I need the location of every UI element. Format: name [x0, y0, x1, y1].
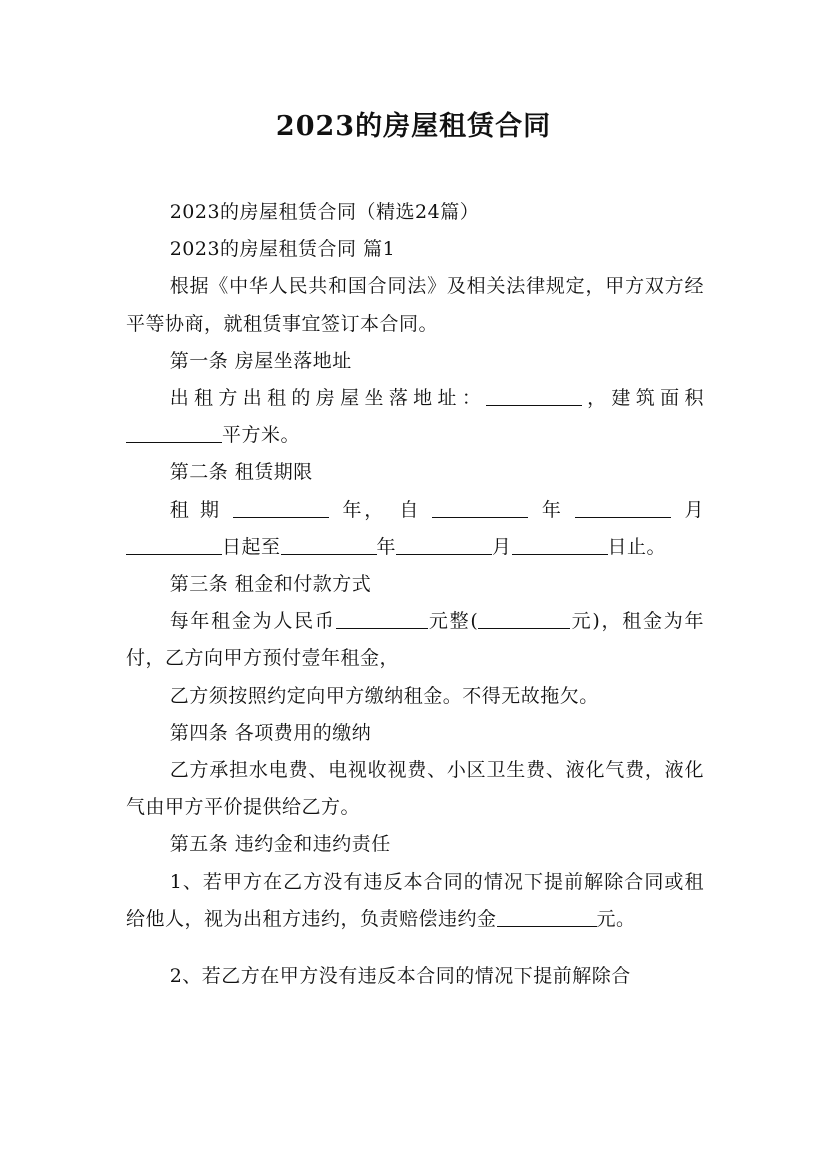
article-2-text: 月: [682, 498, 704, 521]
address-blank[interactable]: [486, 386, 582, 406]
rent-figure-blank[interactable]: [478, 609, 570, 629]
end-month-blank[interactable]: [396, 535, 492, 555]
end-year-blank[interactable]: [281, 535, 377, 555]
article-1-text: 平方米。: [222, 424, 301, 447]
article-4-paragraph: 乙方承担水电费、电视收视费、小区卫生费、液化气费，液化气由甲方平价提供给乙方。: [126, 759, 704, 819]
intro-paragraph: 根据《中华人民共和国合同法》及相关法律规定，甲方双方经平等协商，就租赁事宜签订本合同。: [126, 275, 704, 335]
subtitle-line: 2023的房屋租赁合同（精选24篇）: [169, 201, 480, 223]
article-1-heading: 第一条 房屋坐落地址: [169, 349, 352, 372]
article-2-text: 自: [397, 498, 421, 521]
area-blank[interactable]: [126, 423, 222, 443]
article-2-text: 年: [539, 498, 564, 521]
article-2-text: 日止。: [607, 535, 667, 558]
penalty-blank[interactable]: [497, 907, 597, 927]
start-month-blank[interactable]: [575, 498, 671, 518]
document-title: 2023的房屋租赁合同: [275, 111, 552, 142]
article-2-text: 年，: [340, 498, 386, 521]
article-3-text: 元整(: [427, 610, 479, 633]
clause-2-paragraph: 2、若乙方在甲方没有违反本合同的情况下提前解除合: [169, 965, 631, 988]
document-body: [126, 194, 704, 995]
article-2-text: 租 期: [169, 498, 222, 521]
article-3-paragraph: [126, 603, 704, 677]
article-2-text: 日起至: [222, 535, 281, 558]
clause-1-text: 元。: [596, 907, 636, 930]
article-2-text: 年: [376, 535, 397, 558]
clause-1-paragraph: [126, 864, 704, 938]
years-blank[interactable]: [233, 498, 329, 518]
clause-1-text: 1、若甲方在乙方没有违反本合同的情况下提前解除合同或租给他人，视为出租方违约，负责赔偿违约金: [126, 870, 704, 930]
article-3-text: 每年租金为人民币: [169, 610, 336, 633]
article-2-paragraph: [126, 492, 704, 566]
article-2-heading: 第二条 租赁期限: [169, 461, 313, 484]
article-1-text: 出租方出租的房屋坐落地址：: [169, 387, 487, 410]
chapter-heading: 2023的房屋租赁合同 篇1: [169, 238, 396, 261]
end-day-blank[interactable]: [512, 535, 608, 555]
article-2-text: 月: [492, 535, 512, 558]
rent-amount-blank[interactable]: [336, 609, 428, 629]
article-1-text: ，建筑面积: [582, 387, 704, 410]
start-year-blank[interactable]: [432, 498, 528, 518]
article-3-text: 元)，租金为年付，乙方向甲方预付壹年租金，: [126, 610, 704, 670]
article-5-heading: 第五条 违约金和违约责任: [169, 833, 391, 856]
article-3-heading: 第三条 租金和付款方式: [169, 573, 372, 596]
article-1-paragraph: [126, 380, 704, 454]
start-day-blank[interactable]: [126, 535, 222, 555]
article-3-paragraph-2: 乙方须按照约定向甲方缴纳租金。不得无故拖欠。: [169, 684, 599, 707]
article-4-heading: 第四条 各项费用的缴纳: [169, 721, 372, 744]
